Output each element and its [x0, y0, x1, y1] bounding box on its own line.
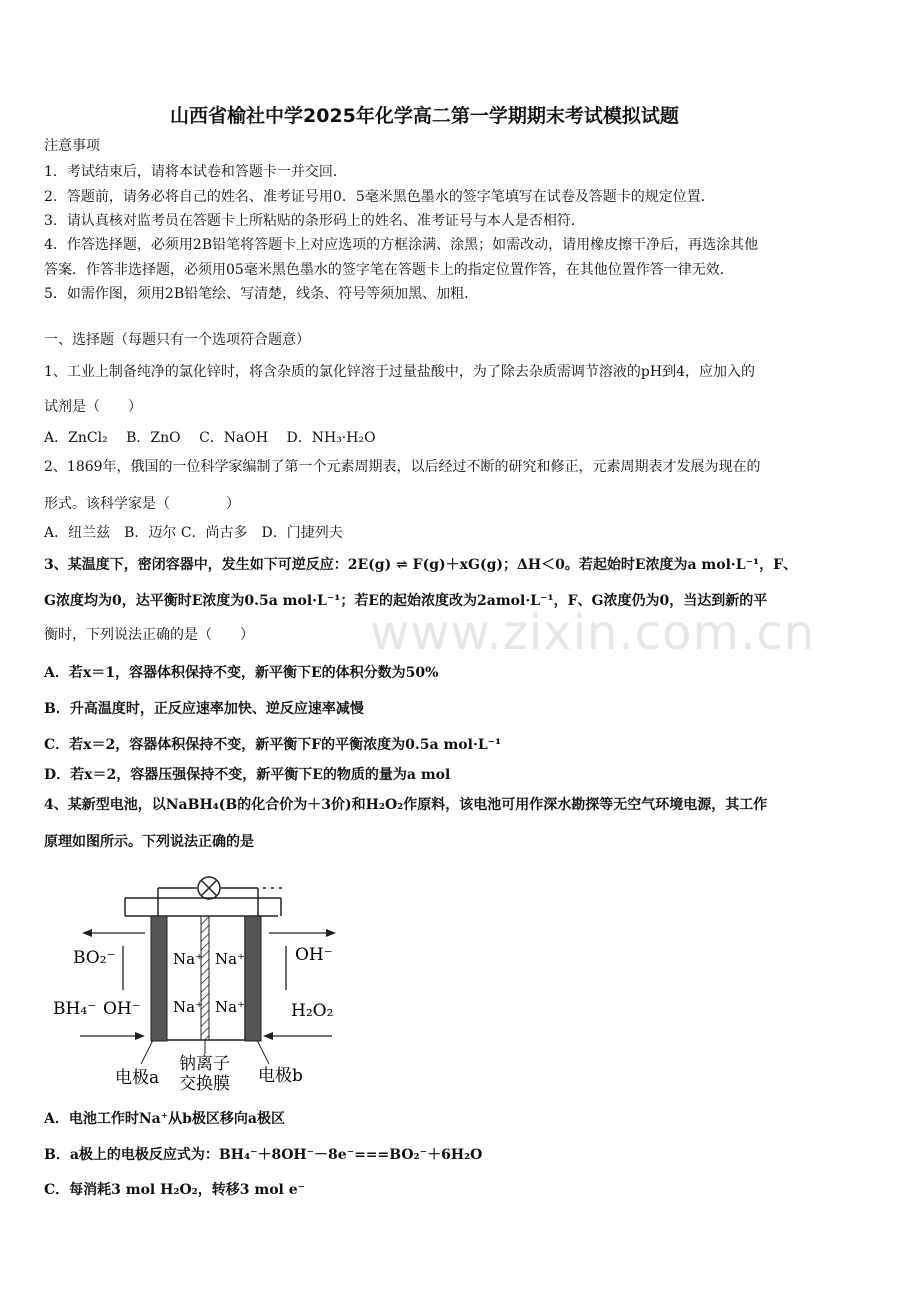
electrode-b-label: 电极b	[258, 1066, 303, 1086]
oh-right-label: OH⁻	[295, 945, 333, 965]
membrane-label-line1: 钠离子	[179, 1054, 230, 1074]
bo2-label: BO₂⁻	[73, 948, 116, 968]
na-ion-label: Na⁺	[215, 998, 245, 1016]
electrode-b-plate	[245, 916, 261, 1041]
callout-line	[257, 1040, 269, 1064]
question-1-line: 1、工业上制备纯净的氯化锌时，将含杂质的氯化锌溶于过量盐酸中，为了除去杂质需调节溶液的pH到4，应加入的	[44, 364, 755, 380]
electrode-a-label: 电极a	[115, 1068, 160, 1088]
notice-heading: 注意事项	[44, 138, 100, 154]
question-2-line: 2、1869年，俄国的一位科学家编制了第一个元素周期表，以后经过不断的研究和修正，元素周期表才发展为现在的	[44, 459, 761, 475]
bh4-label: BH₄⁻	[53, 999, 97, 1019]
section-heading: 一、选择题（每题只有一个选项符合题意）	[44, 332, 310, 348]
question-3-option-d: D．若x＝2，容器压强保持不变，新平衡下E的物质的量为a mol	[44, 767, 451, 783]
membrane-label-line2: 交换膜	[179, 1074, 230, 1093]
notice-item: 4．作答选择题，必须用2B铅笔将答题卡上对应选项的方框涂满、涂黑；如需改动，请用橡皮擦干净后，再选涂其他	[44, 237, 759, 253]
na-ion-label: Na⁺	[173, 998, 203, 1016]
external-circuit	[158, 888, 287, 916]
question-1-line: 试剂是（ ）	[44, 399, 142, 415]
notice-item: 3．请认真核对监考员在答题卡上所粘贴的条形码上的姓名、准考证号与本人是否相符．	[44, 213, 585, 229]
left-arrow-bottom	[80, 1032, 145, 1040]
watermark: www.zixin.com.cn	[370, 605, 816, 661]
right-arrow-top	[269, 929, 336, 937]
question-4-line: 4、某新型电池，以NaBH₄(B的化合价为＋3价)和H₂O₂作原料，该电池可用作深水勘探等无空气环境电源，其工作	[44, 797, 768, 813]
question-2-line: 形式。该科学家是（ ）	[44, 496, 240, 512]
question-1-options: A．ZnCl₂ B．ZnO C．NaOH D．NH₃·H₂O	[44, 430, 376, 446]
na-ion-label: Na⁺	[173, 950, 203, 968]
question-4-option-c: C．每消耗3 mol H₂O₂，转移3 mol e⁻	[44, 1182, 306, 1198]
callout-line	[141, 1040, 153, 1064]
question-3-option-b: B．升高温度时，正反应速率加快、逆反应速率减慢	[44, 701, 364, 717]
h2o2-label: H₂O₂	[291, 1001, 334, 1021]
question-3-line: 衡时，下列说法正确的是（ ）	[44, 627, 254, 643]
question-4-option-b: B．a极上的电极反应式为：BH₄⁻＋8OH⁻－8e⁻===BO₂⁻＋6H₂O	[44, 1147, 483, 1163]
electrode-a-plate	[151, 916, 167, 1041]
question-3-option-c: C．若x＝2，容器体积保持不变，新平衡下F的平衡浓度为0.5a mol·L⁻¹	[44, 737, 502, 753]
question-4-line: 原理如图所示。下列说法正确的是	[44, 834, 254, 850]
oh-left-label: OH⁻	[103, 999, 141, 1019]
right-arrow-bottom	[263, 1032, 332, 1040]
notice-item: 5．如需作图，须用2B铅笔绘、写清楚，线条、符号等须加黑、加粗．	[44, 286, 479, 302]
ion-exchange-membrane	[201, 916, 209, 1040]
notice-item: 1．考试结束后，请将本试卷和答题卡一并交回．	[44, 164, 347, 180]
battery-diagram	[45, 868, 345, 1093]
notice-item: 2．答题前，请务必将自己的姓名、准考证号用0．5毫米黑色墨水的签字笔填写在试卷及答题卡的规定位置．	[44, 189, 715, 205]
question-3-line: 3、某温度下，密闭容器中，发生如下可逆反应：2E(g) ⇌ F(g)＋xG(g)；ΔH＜0。若起始时E浓度为a mol·L⁻¹，F、	[44, 557, 798, 573]
exam-title: 山西省榆社中学2025年化学高二第一学期期末考试模拟试题	[170, 105, 679, 127]
bulb-icon	[198, 877, 220, 899]
na-ion-label: Na⁺	[215, 950, 245, 968]
notice-item: 答案．作答非选择题，必须用05毫米黑色墨水的签字笔在答题卡上的指定位置作答，在其他位置作答一律无效．	[44, 262, 734, 278]
question-4-option-a: A．电池工作时Na⁺从b极区移向a极区	[44, 1111, 285, 1127]
question-3-line: G浓度均为0，达平衡时E浓度为0.5a mol·L⁻¹；若E的起始浓度改为2amol·L⁻¹，F、G浓度仍为0，当达到新的平	[44, 593, 768, 609]
question-3-option-a: A．若x＝1，容器体积保持不变，新平衡下E的体积分数为50%	[44, 665, 439, 681]
question-2-options: A．纽兰兹 B．迈尔 C．尚古多 D．门捷列夫	[44, 525, 343, 541]
left-arrow-top	[82, 929, 145, 937]
